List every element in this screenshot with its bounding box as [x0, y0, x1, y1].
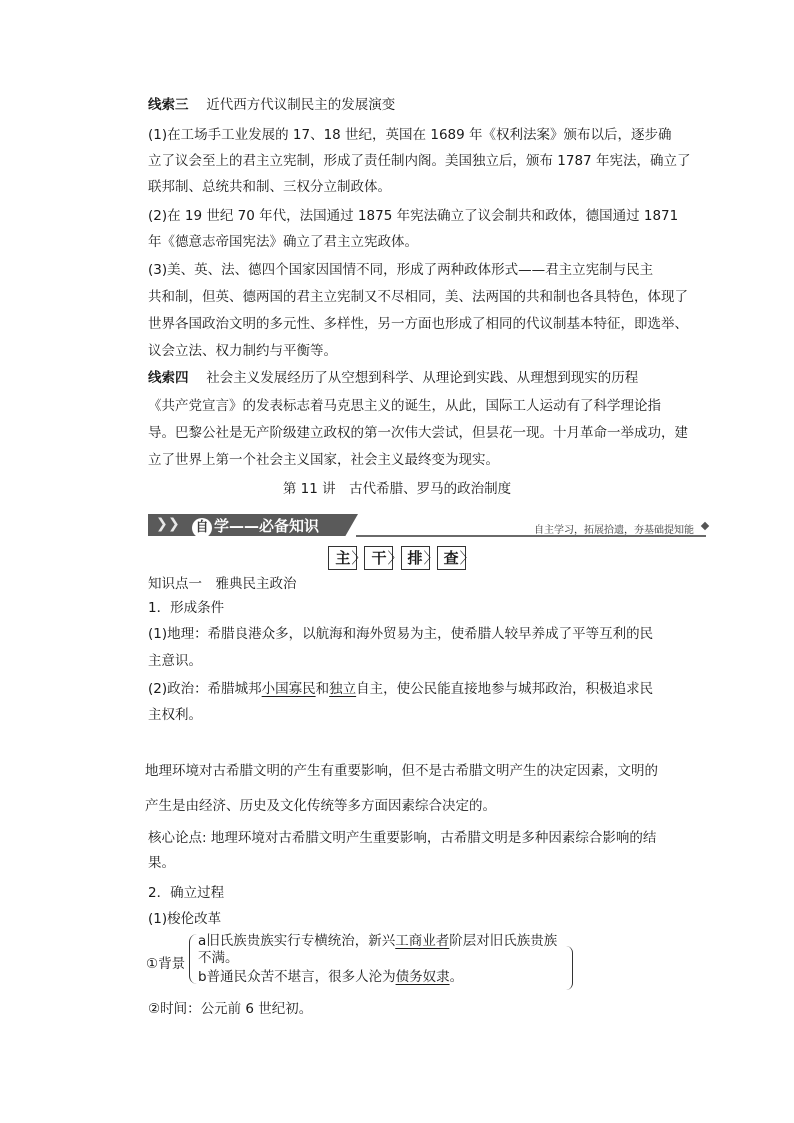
clue3-p2-line2: 年《德意志帝国宪法》确立了君主立宪政体。 [148, 234, 418, 250]
clue3-p3-line1: (3)美、英、法、德四个国家因国情不同，形成了两种政体形式——君主立宪制与民主 [148, 262, 654, 278]
background-b-underline: 债务奴隶 [395, 969, 450, 985]
clue4-line2: 导。巴黎公社是无产阶级建立政权的第一次伟大尝试，但昙花一现。十月革命一举成功，建 [148, 425, 688, 441]
clue3-heading [148, 95, 395, 115]
banner-circle-char: 自 [192, 518, 212, 538]
banner-subtitle: 自主学习，拓展拾遗，夯基础提知能 [534, 525, 694, 536]
clue3-p3-line4: 议会立法、权力制约与平衡等。 [148, 343, 337, 359]
clue3-title: 近代西方代议制民主的发展演变 [206, 97, 396, 113]
knowledge-point-1: 知识点一 雅典民主政治 [148, 576, 297, 592]
note-line2: 产生是由经济、历史及文化传统等多方面因素综合决定的。 [145, 798, 496, 814]
solon-reform: (1)梭伦改革 [148, 911, 222, 927]
clue3-p1-line3: 联邦制、总统共和制、三权分立制政体。 [148, 179, 391, 195]
clue3-p3-line3: 世界各国政治文明的多元性、多样性，另一方面也形成了相同的代议制基本特征，即选举、 [148, 316, 688, 332]
pol-text-b: 和 [315, 681, 330, 697]
section-tags [0, 546, 794, 570]
tag-char: 查 〉 [437, 546, 466, 570]
time-line: ②时间：公元前 6 世纪初。 [148, 1001, 313, 1017]
pol-line2: 主权利。 [148, 707, 202, 723]
right-brace [566, 946, 573, 990]
background-b-text1: b普通民众苦不堪言，很多人沦为 [198, 969, 396, 985]
note-line1: 地理环境对古希腊文明的产生有重要影响，但不是古希腊文明产生的决定因素，文明的 [145, 763, 658, 779]
tag-char: 排 〉 [401, 546, 430, 570]
clue3-p2-line1: (2)在 19 世纪 70 年代，法国通过 1875 年宪法确立了议会制共和政体，德国通过 1871 [148, 208, 679, 224]
clue3-p3-line2: 共和制，但英、德两国的君主立宪制又不尽相同，美、法两国的共和制也各具特色，体现了 [148, 289, 688, 305]
clue4-line1: 《共产党宣言》的发表标志着马克思主义的诞生，从此，国际工人运动有了科学理论指 [148, 398, 661, 414]
background-b-text2: 。 [449, 969, 464, 985]
left-brace [189, 934, 198, 984]
sub-heading-formation: 1．形成条件 [148, 600, 225, 616]
diamond-icon [701, 522, 709, 530]
clue4-heading [148, 368, 638, 388]
chevron-right-icon: ❯ [168, 516, 180, 532]
background-a-text2: 阶层对旧氏族贵族 [449, 933, 558, 949]
chevron-right-icon: ❯ [156, 516, 168, 532]
banner-title [192, 515, 319, 538]
clue4-title: 社会主义发展经历了从空想到科学、从理论到实践、从理想到现实的历程 [206, 370, 639, 386]
geo-line2: 主意识。 [148, 653, 202, 669]
background-a-cont: 不满。 [198, 950, 239, 966]
tag-char: 干 〉 [364, 546, 393, 570]
clue4-line3: 立了世界上第一个社会主义国家，社会主义最终变为现实。 [148, 452, 499, 468]
pol-text-c: 自主，使公民能直接地参与城邦政治，积极追求民 [356, 681, 654, 697]
geo-line1: (1)地理：希腊良港众多，以航海和海外贸易为主，使希腊人较早养成了平等互利的民 [148, 626, 654, 642]
clue3-p1-line2: 立了议会至上的君主立宪制，形成了责任制内阁。美国独立后，颁布 1787 年宪法，确立了 [148, 153, 691, 169]
background-label: ①背景 [146, 956, 186, 972]
pol-underline-2: 独立 [329, 681, 357, 697]
pol-underline-1: 小国寡民 [261, 681, 316, 697]
banner-title-rest: 学——必备知识 [214, 517, 320, 535]
background-a-text1: a旧氏族贵族实行专横统治，新兴 [198, 933, 396, 949]
pol-text-a: (2)政治：希腊城邦 [148, 681, 262, 697]
pol-line1 [148, 679, 653, 699]
background-a-underline: 工商业者 [395, 933, 450, 949]
core-line1: 核心论点: 地理环境对古希腊文明产生重要影响，古希腊文明是多种因素综合影响的结 [148, 830, 657, 846]
section-banner [148, 508, 708, 538]
core-line2: 果。 [148, 855, 175, 871]
clue3-label: 线索三 [148, 97, 189, 113]
clue3-p1-line1: (1)在工场手工业发展的 17、18 世纪，英国在 1689 年《权利法案》颁布以后，逐步确 [148, 127, 672, 143]
sub-heading-establishment: 2．确立过程 [148, 885, 225, 901]
lecture-title: 第 11 讲 古代希腊、罗马的政治制度 [282, 481, 512, 497]
background-b [198, 968, 463, 987]
tag-char: 主 〉 [328, 546, 357, 570]
clue4-label: 线索四 [148, 370, 189, 386]
background-brace-block [146, 930, 576, 990]
background-a [198, 932, 557, 951]
